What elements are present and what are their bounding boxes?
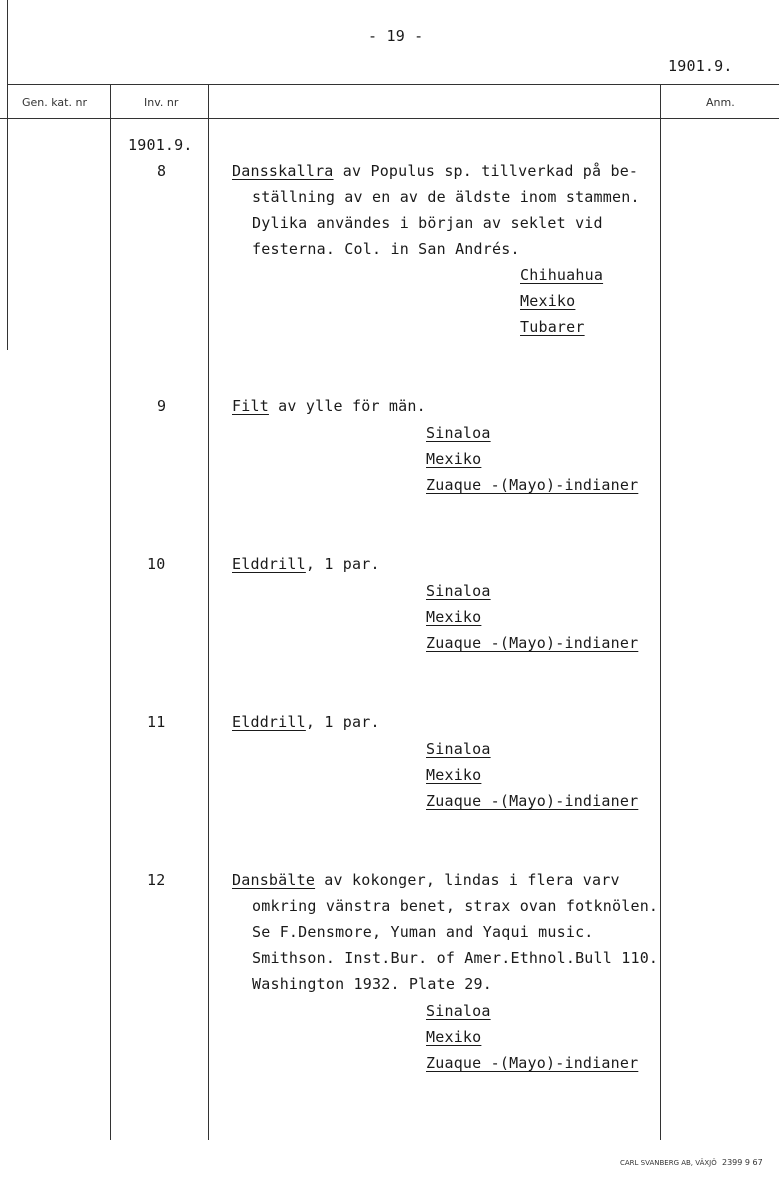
description-line: Washington 1932. Plate 29. [252, 975, 492, 993]
printer-name: CARL SVANBERG AB, VÄXJÖ [620, 1159, 717, 1167]
entry-description [232, 158, 640, 262]
description-line: Se F.Densmore, Yuman and Yaqui music. [252, 923, 594, 941]
location-people: Zuaque -(Mayo)-indianer [426, 792, 639, 810]
location-country: Mexiko [426, 1028, 482, 1046]
description-line: omkring vänstra benet, strax ovan fotknölen. [252, 897, 659, 915]
column-header-inv: Inv. nr [144, 96, 179, 109]
inv-number: 8 [157, 162, 167, 180]
description-line: Dylika användes i början av seklet vid [252, 214, 603, 232]
printer-imprint [620, 1158, 763, 1167]
description-line: , 1 par. [305, 555, 380, 573]
header-date: 1901.9. [668, 57, 733, 75]
column-header-anm: Anm. [706, 96, 735, 109]
location-region: Sinaloa [426, 740, 491, 758]
description-line: ställning av en av de äldste inom stammen. [252, 188, 640, 206]
description-line: festerna. Col. in San Andrés. [252, 240, 520, 258]
header-top-rule [7, 84, 779, 85]
entry-title: Dansskallra [232, 162, 334, 180]
entry-description [232, 393, 426, 419]
inv-number: 11 [147, 713, 166, 731]
inv-number: 12 [147, 871, 166, 889]
location-region: Sinaloa [426, 1002, 491, 1020]
column-header-gen-kat: Gen. kat. nr [22, 96, 87, 109]
column-divider-3 [660, 84, 661, 1140]
description-line: av Populus sp. tillverkad på be- [333, 162, 639, 180]
entry-location [426, 736, 638, 814]
entry-location [426, 998, 638, 1076]
column-divider-1 [110, 84, 111, 1140]
location-region: Sinaloa [426, 582, 491, 600]
entry-location [426, 420, 638, 498]
entry-description [232, 867, 658, 997]
location-country: Mexiko [426, 450, 482, 468]
description-line: av kokonger, lindas i flera varv [315, 871, 620, 889]
entry-description [232, 709, 380, 735]
location-region: Sinaloa [426, 424, 491, 442]
inv-number: 9 [157, 397, 167, 415]
page-number: - 19 - [368, 27, 424, 45]
left-margin-rule [7, 0, 8, 350]
description-line: Smithson. Inst.Bur. of Amer.Ethnol.Bull 110. [252, 949, 659, 967]
entry-title: Elddrill [232, 555, 306, 573]
entry-description [232, 551, 380, 577]
column-divider-2 [208, 84, 209, 1140]
location-people: Tubarer [520, 318, 585, 336]
location-people: Zuaque -(Mayo)-indianer [426, 476, 639, 494]
description-line: av ylle för män. [268, 397, 426, 415]
location-people: Zuaque -(Mayo)-indianer [426, 634, 639, 652]
entry-title: Filt [232, 397, 269, 415]
entry-title: Elddrill [232, 713, 306, 731]
location-region: Chihuahua [520, 266, 604, 284]
location-country: Mexiko [426, 766, 482, 784]
entry-title: Dansbälte [232, 871, 316, 889]
description-line: , 1 par. [305, 713, 380, 731]
location-people: Zuaque -(Mayo)-indianer [426, 1054, 639, 1072]
block-date: 1901.9. [128, 136, 193, 154]
location-country: Mexiko [426, 608, 482, 626]
entry-location [520, 262, 603, 340]
location-country: Mexiko [520, 292, 576, 310]
form-code: 2399 9 67 [722, 1158, 763, 1167]
entry-location [426, 578, 638, 656]
inv-number: 10 [147, 555, 166, 573]
header-bottom-rule [0, 118, 779, 119]
